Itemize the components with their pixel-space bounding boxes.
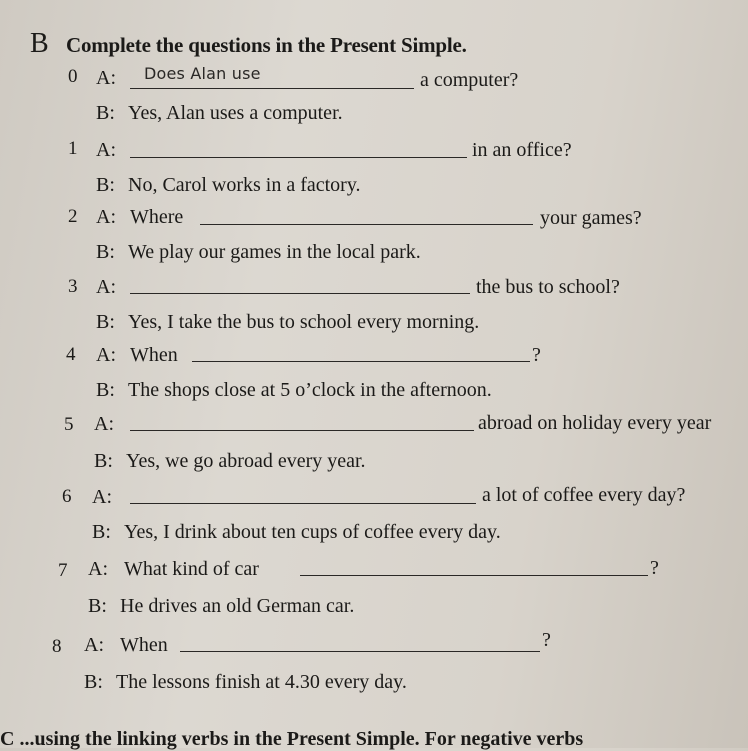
answer-blank[interactable] [180, 651, 540, 652]
b-answer: The lessons finish at 4.30 every day. [116, 671, 407, 693]
a-question-end: ? [542, 629, 551, 651]
b-answer: The shops close at 5 o’clock in the afternoon. [128, 379, 492, 401]
b-answer: Yes, I take the bus to school every morning. [128, 311, 480, 333]
a-label: A: [84, 634, 104, 656]
a-question-end: your games? [540, 207, 642, 229]
item-number: 7 [58, 560, 68, 581]
b-label: B: [96, 174, 115, 196]
item-number: 5 [64, 414, 74, 435]
a-label: A: [92, 486, 112, 508]
answer-blank[interactable] [130, 430, 474, 431]
a-question-start: When [130, 344, 178, 366]
b-label: B: [88, 595, 107, 617]
a-question-start: Where [130, 206, 184, 228]
item-number: 2 [68, 206, 78, 227]
b-answer: He drives an old German car. [120, 595, 355, 617]
b-label: B: [96, 241, 115, 263]
a-label: A: [94, 413, 114, 435]
b-answer: We play our games in the local park. [128, 241, 421, 263]
a-label: A: [96, 206, 116, 228]
answer-blank[interactable] [200, 224, 533, 225]
b-label: B: [92, 521, 111, 543]
a-label: A: [96, 67, 116, 89]
item-number: 0 [68, 66, 78, 87]
a-question-start: What kind of car [124, 558, 259, 580]
a-question-end: ? [532, 344, 541, 366]
b-answer: Yes, Alan uses a computer. [128, 102, 343, 124]
a-question-end: in an office? [472, 139, 572, 161]
a-question-end: ? [650, 557, 659, 579]
b-label: B: [96, 102, 115, 124]
item-number: 4 [66, 344, 76, 365]
section-title: Complete the questions in the Present Simple. [66, 33, 467, 57]
b-label: B: [96, 311, 115, 333]
item-number: 6 [62, 486, 72, 507]
a-label: A: [96, 344, 116, 366]
item-number: 8 [52, 636, 62, 657]
b-label: B: [96, 379, 115, 401]
answer-blank[interactable] [130, 293, 470, 294]
answer-blank[interactable] [300, 575, 648, 576]
answer-blank[interactable] [192, 361, 530, 362]
item-number: 1 [68, 138, 78, 159]
a-question-end: the bus to school? [476, 276, 620, 298]
a-question-end: a lot of coffee every day? [482, 484, 686, 506]
b-answer: Yes, we go abroad every year. [126, 450, 366, 472]
section-letter: B [30, 28, 49, 59]
b-label: B: [94, 450, 113, 472]
a-label: A: [88, 558, 108, 580]
a-question-start: When [120, 634, 168, 656]
answer-blank[interactable] [130, 88, 414, 89]
a-label: A: [96, 139, 116, 161]
b-label: B: [84, 671, 103, 693]
handwritten-answer: Does Alan use [144, 64, 261, 83]
answer-blank[interactable] [130, 157, 467, 158]
answer-blank[interactable] [130, 503, 476, 504]
a-label: A: [96, 276, 116, 298]
a-question-end: abroad on holiday every year [478, 412, 712, 434]
item-number: 3 [68, 276, 78, 297]
b-answer: Yes, I drink about ten cups of coffee every day. [124, 521, 501, 543]
b-answer: No, Carol works in a factory. [128, 174, 361, 196]
a-question-end: a computer? [420, 69, 519, 91]
next-section-fragment: C ...using the linking verbs in the Present Simple. For negative verbs [0, 728, 584, 750]
